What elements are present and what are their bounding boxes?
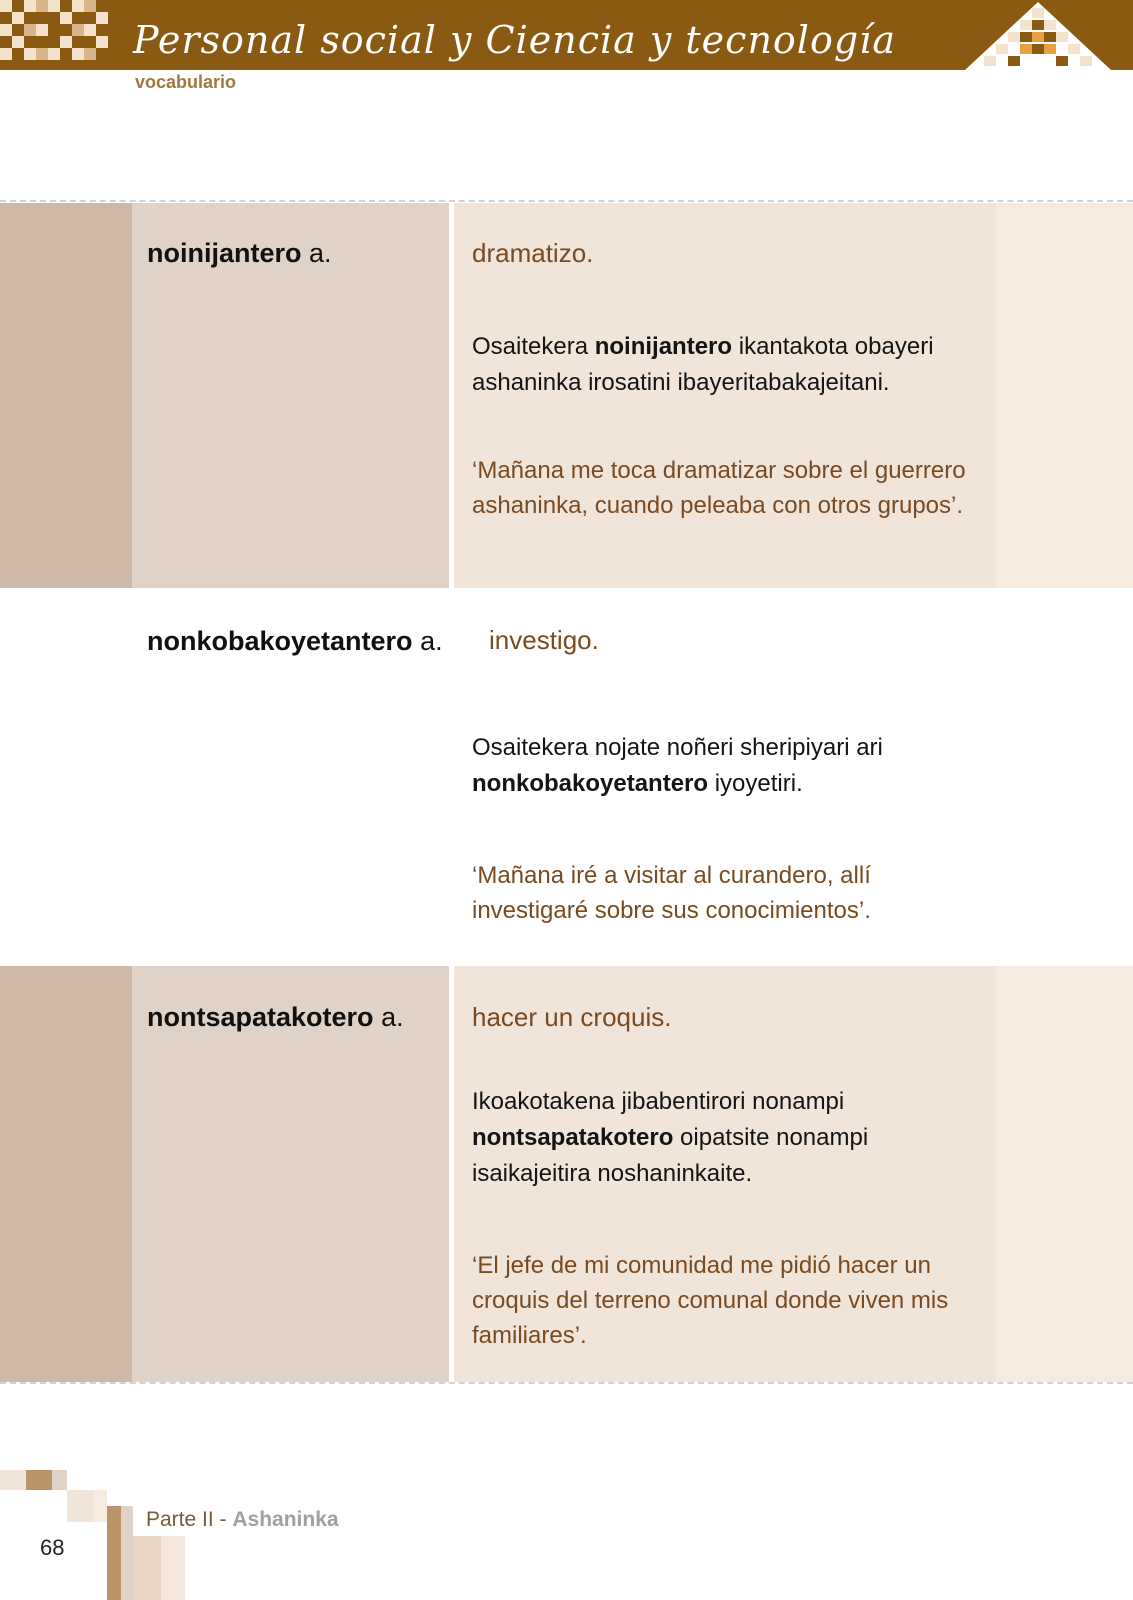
example-text: iyoyetiri.: [708, 770, 803, 797]
dashed-divider: [0, 200, 1133, 202]
part-of-speech: a.: [420, 626, 443, 656]
footer-language: Ashaninka: [232, 1508, 339, 1531]
dashed-divider: [0, 1382, 1133, 1384]
column-band: [996, 203, 1133, 588]
footer-label: [146, 1508, 339, 1532]
example-headword: noinijantero: [594, 333, 733, 360]
example-sentence: [472, 1084, 982, 1192]
gloss: dramatizo.: [472, 238, 594, 268]
gloss: hacer un croquis.: [472, 1002, 672, 1032]
part-of-speech: a.: [309, 238, 332, 268]
example-headword: nontsapatakotero: [472, 1124, 674, 1151]
woven-pattern-icon: [963, 0, 1113, 70]
example-translation: ‘Mañana me toca dramatizar sobre el guerrero ashaninka, cuando peleaba con otros grupos’.: [472, 457, 966, 519]
headword-term: nontsapatakotero: [147, 1002, 374, 1032]
example-translation: ‘El jefe de mi comunidad me pidió hacer un croquis del terreno comunal donde viven mis familiares’.: [472, 1252, 949, 1349]
example-sentence: [472, 730, 982, 802]
headword-term: nonkobakoyetantero: [147, 626, 413, 656]
headword: [147, 1002, 404, 1033]
column-band: [996, 966, 1133, 1382]
headword: [147, 238, 332, 269]
column-band: [0, 966, 132, 1382]
headword-term: noinijantero: [147, 238, 302, 268]
example-text: Osaitekera: [472, 333, 595, 360]
page-number: 68: [40, 1535, 65, 1560]
example-text: Ikoakotakena jibabentirori nonampi: [472, 1088, 845, 1115]
vocabulary-entry: [0, 588, 1133, 966]
footer-part: Parte II: [146, 1508, 214, 1531]
example-text: Osaitekera nojate noñeri sheripiyari ari: [472, 734, 883, 761]
column-band: [0, 203, 132, 588]
footer-pattern-icon: [0, 1470, 200, 1600]
part-of-speech: a.: [381, 1002, 404, 1032]
page-title: Personal social y Ciencia y tecnología: [133, 18, 896, 62]
section-subtitle: vocabulario: [135, 72, 237, 92]
footer-separator: -: [213, 1508, 233, 1531]
example-text: oipatsite nonampi isaikajeitira noshaninkaite.: [472, 1124, 869, 1187]
vocabulary-entry: [0, 966, 1133, 1382]
example-translation: ‘Mañana iré a visitar al curandero, allí investigaré sobre sus conocimientos’.: [472, 862, 871, 924]
headword: [147, 626, 443, 657]
example-sentence: [472, 329, 982, 401]
vocabulary-entry: [0, 203, 1133, 588]
woven-pattern-icon: [0, 0, 122, 70]
header-band: [0, 0, 1133, 70]
gloss: investigo.: [489, 625, 599, 655]
example-text: ikantakota obayeri ashaninka irosatini ibayeritabakajeitani.: [472, 333, 934, 396]
example-headword: nonkobakoyetantero: [472, 770, 709, 797]
